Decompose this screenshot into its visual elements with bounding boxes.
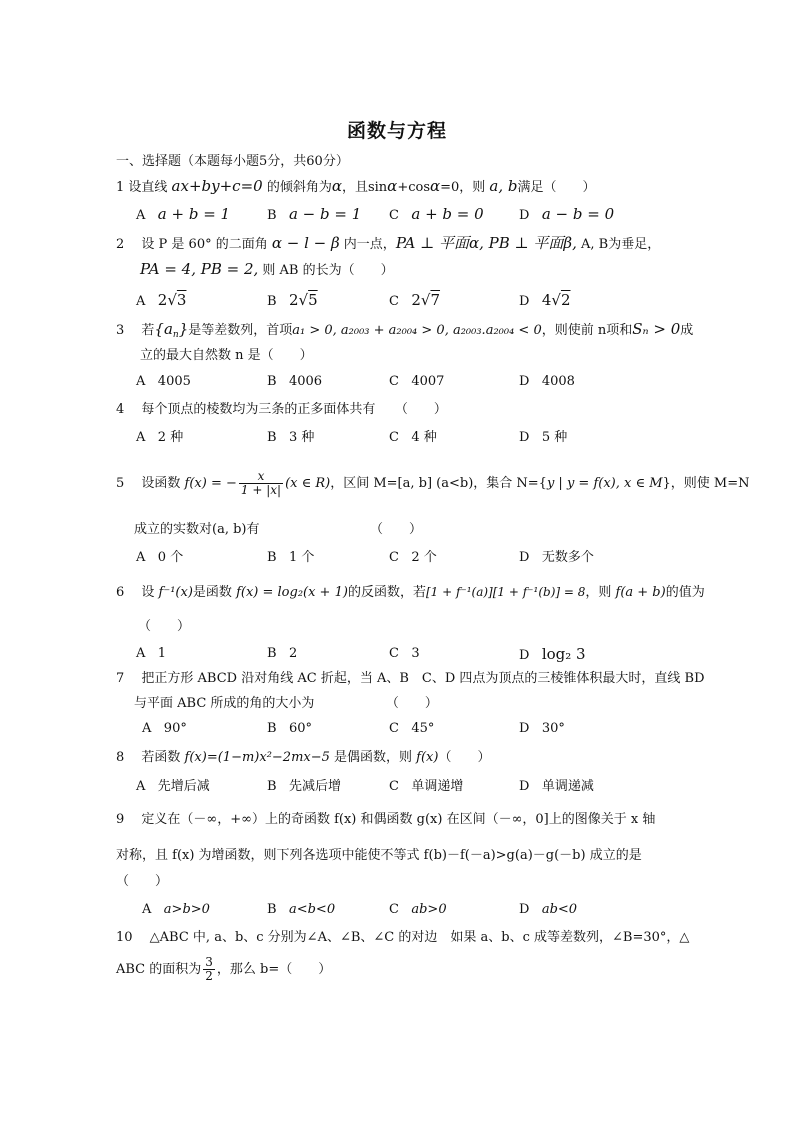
- q1-option-c: C a + b = 0: [389, 205, 484, 223]
- q4-option-a: A 2 种: [136, 430, 184, 445]
- question-3-stem-line2: 立的最大自然数 n 是（ ）: [140, 348, 313, 363]
- q9-option-c: C ab>0: [389, 902, 447, 917]
- q9-option-a: A a>b>0: [142, 902, 210, 917]
- q6-option-c: C 3: [389, 646, 420, 661]
- question-5-stem-line2: 成立的实数对(a, b)有 （ ）: [134, 522, 422, 537]
- q1-option-d: D a − b = 0: [519, 205, 615, 223]
- question-5-stem: 5 设函数 f(x) = − $\frac{x}{1 + |x|}$ (x ∈ R)，区间 M=[a, b] (a<b)，集合 N={y | y = f(x), x ∈ M}，则使 M=N: [116, 469, 750, 497]
- page-title: 函数与方程: [346, 120, 447, 142]
- q1-option-b: B a − b = 1: [267, 205, 362, 223]
- q3-option-b: B 4006: [267, 374, 323, 389]
- q8-option-c: C 单调递增: [389, 779, 464, 794]
- question-2-stem: 2 设 P 是 60° 的二面角 α − l − β 内一点，PA ⊥ 平面α, PB ⊥ 平面β, A, B为垂足，: [116, 234, 661, 252]
- q6-option-b: B 2: [267, 646, 298, 661]
- question-7-stem-line2: 与平面 ABC 所成的角的大小为 （ ）: [134, 696, 438, 711]
- q2-option-a: A 2√3: [136, 291, 187, 309]
- question-9-stem: 9 定义在（－∞，+∞）上的奇函数 f(x) 和偶函数 g(x) 在区间（－∞，0]上的图像关于 x 轴: [116, 812, 656, 827]
- section-heading: 一、选择题（本题每小题5分，共60分）: [116, 154, 349, 169]
- question-6-stem: 6 设 f⁻¹(x)是函数 f(x) = log₂(x + 1)的反函数，若[1 + f⁻¹(a)][1 + f⁻¹(b)] = 8，则 f(a + b)的值为: [116, 585, 705, 600]
- q2-option-d: D 4√2: [519, 291, 571, 309]
- q5-option-c: C 2 个: [389, 550, 437, 565]
- q7-option-d: D 30°: [519, 721, 565, 736]
- q4-option-b: B 3 种: [267, 430, 315, 445]
- q2-option-c: C 2√7: [389, 291, 441, 309]
- question-1-stem: 1 设直线 ax+by+c=0 的倾斜角为α，且sinα+cosα=0，则 a, b满足（ ）: [116, 177, 596, 195]
- q6-option-a: A 1: [136, 646, 167, 661]
- q5-option-d: D 无数多个: [519, 550, 594, 565]
- q1-option-a: A a + b = 1: [136, 205, 231, 223]
- question-8-stem: 8 若函数 f(x)=(1−m)x²−2mx−5 是偶函数，则 f(x)（ ）: [116, 750, 491, 765]
- q9-option-b: B a<b<0: [267, 902, 336, 917]
- q6-option-d: D log₂ 3: [519, 645, 586, 663]
- question-4-stem: 4 每个顶点的棱数均为三条的正多面体共有 （ ）: [116, 402, 447, 417]
- question-6-answer-blank: （ ）: [138, 619, 191, 634]
- q7-option-b: B 60°: [267, 721, 313, 736]
- q2-option-b: B 2√5: [267, 291, 318, 309]
- question-7-stem: 7 把正方形 ABCD 沿对角线 AC 折起，当 A、B C、D 四点为顶点的三棱锥体积最大时，直线 BD: [116, 671, 705, 686]
- q5-option-b: B 1 个: [267, 550, 315, 565]
- q8-option-a: A 先增后减: [136, 779, 210, 794]
- q4-option-d: D 5 种: [519, 430, 568, 445]
- q3-option-d: D 4008: [519, 374, 575, 389]
- question-10-stem: 10 △ABC 中, a、b、c 分别为∠A、∠B、∠C 的对边 如果 a、b、c 成等差数列，∠B=30°，△: [116, 930, 690, 945]
- q5-option-a: A 0 个: [136, 550, 184, 565]
- q8-option-d: D 单调递减: [519, 779, 594, 794]
- question-10-stem-line2: ABC 的面积为 $\frac{3}{2}$ ，那么 b=（ ）: [116, 955, 332, 983]
- q7-option-c: C 45°: [389, 721, 435, 736]
- q3-option-a: A 4005: [136, 374, 191, 389]
- q8-option-b: B 先减后增: [267, 779, 341, 794]
- q7-option-a: A 90°: [142, 721, 187, 736]
- question-9-answer-blank: （ ）: [116, 874, 169, 889]
- q4-option-c: C 4 种: [389, 430, 437, 445]
- question-9-stem-line2: 对称，且 f(x) 为增函数，则下列各选项中能使不等式 f(b)－f(－a)>g(a)－g(－b) 成立的是: [116, 848, 642, 863]
- question-3-stem: 3 若$\{a_n\}$是等差数列，首项a₁ > 0, a₂₀₀₃ + a₂₀₀₄ > 0, a₂₀₀₃.a₂₀₀₄ < 0，则使前 n项和Sₙ > 0成: [116, 320, 694, 340]
- question-2-stem-line2: PA = 4, PB = 2, 则 AB 的长为（ ）: [140, 260, 394, 278]
- q3-option-c: C 4007: [389, 374, 445, 389]
- q9-option-d: D ab<0: [519, 902, 578, 917]
